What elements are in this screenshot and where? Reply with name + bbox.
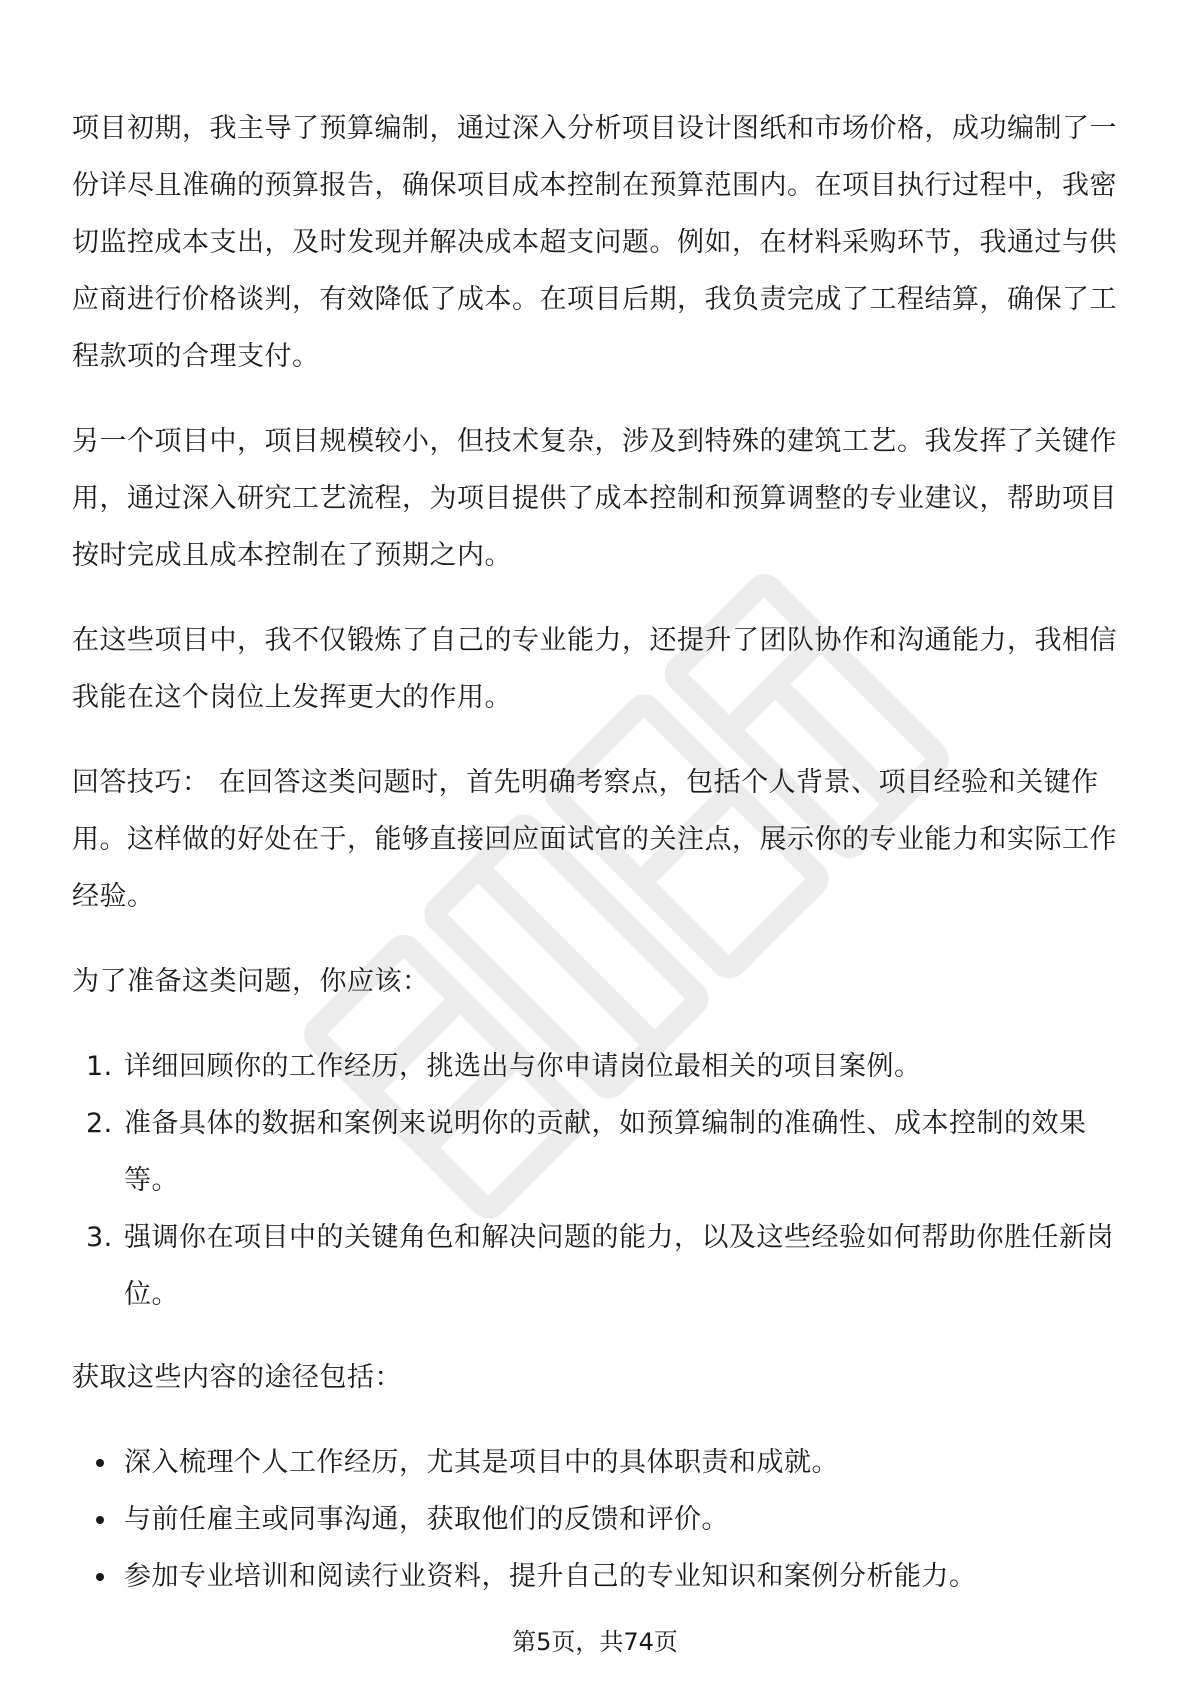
- page-number-footer: 第5页，共74页: [512, 1628, 678, 1656]
- list-item-text: 详细回顾你的工作经历，挑选出与你申请岗位最相关的项目案例。: [124, 1051, 922, 1082]
- list-item: [72, 1038, 1122, 1095]
- document-body: [72, 100, 1122, 1605]
- list-item-text: 准备具体的数据和案例来说明你的贡献，如预算编制的准确性、成本控制的效果等。: [124, 1108, 1087, 1196]
- list-item: [72, 1491, 1122, 1548]
- list-item: [72, 1209, 1122, 1323]
- bullet-icon: [96, 1459, 104, 1467]
- paragraph-project-initial: 项目初期，我主导了预算编制，通过深入分析项目设计图纸和市场价格，成功编制了一份详尽且准确的预算报告，确保项目成本控制在预算范围内。在项目执行过程中，我密切监控成本支出，及时发现并解决成本超支问题。例如，在材料采购环节，我通过与供应商进行价格谈判，有效降低了成本。在项目后期，我负责完成了工程结算，确保了工程款项的合理支付。: [72, 113, 1117, 372]
- sources-bullet-list: [72, 1434, 1122, 1605]
- bullet-icon: [96, 1573, 104, 1581]
- paragraph-answer-tips: 回答技巧： 在回答这类问题时，首先明确考察点，包括个人背景、项目经验和关键作用。这样做的好处在于，能够直接回应面试官的关注点，展示你的专业能力和实际工作经验。: [72, 767, 1117, 912]
- paragraph-sources-intro: 获取这些内容的途径包括：: [72, 1362, 402, 1393]
- list-item-number: 1.: [86, 1051, 113, 1082]
- paragraph-summary: 在这些项目中，我不仅锻炼了自己的专业能力，还提升了团队协作和沟通能力，我相信我能在这个岗位上发挥更大的作用。: [72, 625, 1117, 713]
- paragraph-prepare-intro: 为了准备这类问题，你应该：: [72, 966, 430, 997]
- list-item-number: 2.: [86, 1108, 113, 1139]
- prepare-steps-list: [72, 1038, 1122, 1323]
- paragraph-second-project: 另一个项目中，项目规模较小，但技术复杂，涉及到特殊的建筑工艺。我发挥了关键作用，通过深入研究工艺流程，为项目提供了成本控制和预算调整的专业建议，帮助项目按时完成且成本控制在了预期之内。: [72, 426, 1117, 571]
- list-item-text: 强调你在项目中的关键角色和解决问题的能力，以及这些经验如何帮助你胜任新岗位。: [124, 1222, 1114, 1310]
- list-item: [72, 1434, 1122, 1491]
- list-item-text: 参加专业培训和阅读行业资料，提升自己的专业知识和案例分析能力。: [124, 1561, 977, 1592]
- list-item-text: 与前任雇主或同事沟通，获取他们的反馈和评价。: [124, 1504, 729, 1535]
- list-item-number: 3.: [86, 1222, 113, 1253]
- list-item-text: 深入梳理个人工作经历，尤其是项目中的具体职责和成就。: [124, 1447, 839, 1478]
- list-item: [72, 1095, 1122, 1209]
- list-item: [72, 1548, 1122, 1605]
- bullet-icon: [96, 1516, 104, 1524]
